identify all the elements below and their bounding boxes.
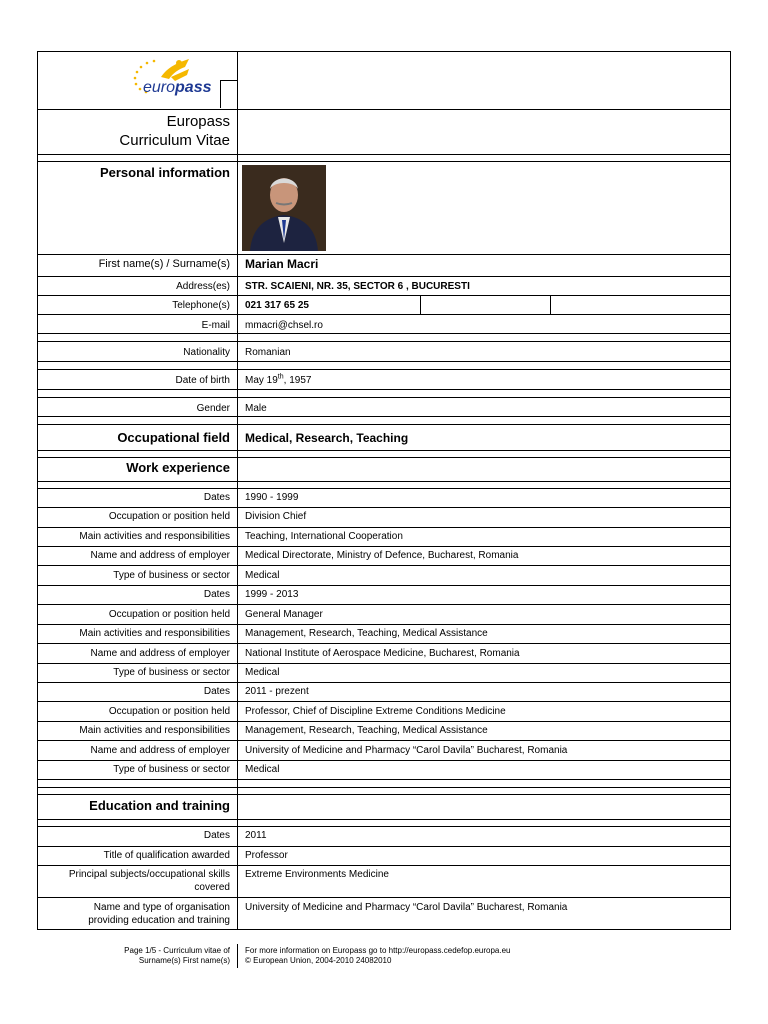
table-rule [550, 295, 551, 314]
table-rule [38, 295, 730, 296]
table-rule [38, 826, 730, 827]
table-rule [38, 154, 730, 155]
work-occupation-label: Occupation or position held [108, 706, 230, 717]
occupational-field-label: Occupational field [117, 430, 230, 445]
table-rule [38, 361, 730, 362]
work-business-label: Type of business or sector [113, 764, 230, 775]
footer-info-link[interactable]: For more information on Europass go to http://europass.cedefop.europa.eu [245, 946, 511, 955]
table-rule [38, 865, 730, 866]
work-business-label: Type of business or sector [113, 667, 230, 678]
name-label: First name(s) / Surname(s) [98, 258, 230, 270]
footer-divider [237, 944, 238, 968]
work-activities-value: Teaching, International Cooperation [245, 531, 403, 542]
telephone-label: Telephone(s) [172, 300, 230, 311]
dob-label: Date of birth [175, 375, 230, 386]
work-occupation-label: Occupation or position held [108, 511, 230, 522]
footer-right [245, 946, 511, 966]
address-label: Address(es) [176, 281, 230, 292]
work-employer-label: Name and address of employer [90, 648, 230, 659]
table-rule [38, 389, 730, 390]
table-rule [38, 897, 730, 898]
table-rule [38, 787, 730, 788]
table-rule [38, 585, 730, 586]
gender-value: Male [245, 403, 267, 414]
table-rule [38, 341, 730, 342]
work-dates-label: Dates [203, 589, 230, 600]
work-occupation-value: General Manager [245, 609, 323, 620]
table-rule [38, 507, 730, 508]
table-rule [38, 740, 730, 741]
profile-photo-image [242, 165, 326, 251]
footer-page-info: Page 1/5 - Curriculum vitae of [124, 946, 230, 955]
logo-text-euro: euro [143, 79, 176, 96]
work-business-value: Medical [245, 667, 280, 678]
cv-form [37, 51, 731, 930]
dob-sup: th [277, 373, 284, 381]
table-rule [38, 846, 730, 847]
edu-org-value: University of Medicine and Pharmacy “Carol Davila” Bucharest, Romania [245, 902, 568, 913]
telephone-value: 021 317 65 25 [245, 300, 309, 311]
table-rule [38, 254, 730, 255]
table-rule [38, 779, 730, 780]
email-label: E-mail [201, 320, 230, 331]
dob-day: May 19 [245, 375, 278, 386]
table-rule [38, 333, 730, 334]
footer-left [37, 946, 230, 966]
work-activities-value: Management, Research, Teaching, Medical Assistance [245, 628, 488, 639]
edu-dates-label: Dates [203, 830, 230, 841]
table-rule [220, 80, 238, 81]
title-line2: Curriculum Vitae [119, 132, 230, 149]
footer-name-placeholder: Surname(s) First name(s) [138, 956, 230, 965]
table-rule [38, 416, 730, 417]
edu-dates-value: 2011 [245, 830, 267, 841]
table-rule [38, 760, 730, 761]
work-employer-label: Name and address of employer [90, 550, 230, 561]
address-value: STR. SCAIENI, NR. 35, SECTOR 6 , BUCURESTI [245, 281, 470, 292]
work-dates-value: 2011 - prezent [245, 686, 309, 697]
table-rule [38, 701, 730, 702]
dob-value [245, 374, 311, 387]
work-dates-value: 1999 - 2013 [245, 589, 299, 600]
footer-copyright: © European Union, 2004-2010 24082010 [245, 956, 392, 965]
title-line1: Europass [166, 113, 230, 130]
section-education-training: Education and training [89, 798, 230, 813]
table-rule [38, 424, 730, 425]
table-rule [38, 721, 730, 722]
edu-title-label: Title of qualification awarded [103, 850, 230, 861]
edu-subjects-label [38, 868, 230, 894]
work-employer-label: Name and address of employer [90, 745, 230, 756]
table-rule [38, 314, 730, 315]
table-rule [38, 663, 730, 664]
table-rule [38, 397, 730, 398]
table-rule [38, 450, 730, 451]
work-employer-value: University of Medicine and Pharmacy “Carol Davila” Bucharest, Romania [245, 745, 568, 756]
work-employer-value: Medical Directorate, Ministry of Defence, Bucharest, Romania [245, 550, 519, 561]
edu-org-label [38, 901, 230, 927]
work-business-value: Medical [245, 764, 280, 775]
table-rule [38, 161, 730, 162]
work-activities-value: Management, Research, Teaching, Medical Assistance [245, 725, 488, 736]
table-rule [38, 481, 730, 482]
table-rule [38, 624, 730, 625]
column-divider [237, 52, 238, 929]
gender-label: Gender [196, 403, 230, 414]
edu-org-label-line2: providing education and training [88, 915, 230, 926]
work-employer-value: National Institute of Aerospace Medicine, Bucharest, Romania [245, 648, 520, 659]
work-dates-label: Dates [203, 492, 230, 503]
table-rule [38, 546, 730, 547]
table-rule [38, 794, 730, 795]
section-personal-information: Personal information [99, 165, 230, 180]
edu-subjects-label-line2: covered [194, 882, 230, 893]
europass-logo [131, 55, 221, 103]
table-rule [38, 488, 730, 489]
table-rule [38, 276, 730, 277]
work-business-value: Medical [245, 570, 280, 581]
name-value: Marian Macri [245, 257, 319, 271]
cv-title [38, 112, 230, 150]
logo-text-pass: pass [175, 79, 212, 96]
profile-photo [242, 165, 326, 251]
work-occupation-value: Professor, Chief of Discipline Extreme Conditions Medicine [245, 706, 506, 717]
nationality-label: Nationality [183, 347, 230, 358]
table-rule [38, 819, 730, 820]
edu-subjects-value: Extreme Environments Medicine [245, 869, 389, 880]
table-rule [38, 369, 730, 370]
edu-subjects-label-line1: Principal subjects/occupational skills [68, 869, 230, 880]
table-rule [38, 565, 730, 566]
table-rule [38, 643, 730, 644]
edu-org-label-line1: Name and type of organisation [93, 902, 230, 913]
table-rule [38, 109, 730, 110]
work-dates-label: Dates [203, 686, 230, 697]
work-activities-label: Main activities and responsibilities [79, 725, 230, 736]
table-rule [420, 295, 421, 314]
occupational-field-value: Medical, Research, Teaching [245, 431, 409, 445]
edu-title-value: Professor [245, 850, 288, 861]
work-dates-value: 1990 - 1999 [245, 492, 299, 503]
nationality-value: Romanian [245, 347, 291, 358]
work-occupation-label: Occupation or position held [108, 609, 230, 620]
table-rule [38, 527, 730, 528]
work-occupation-value: Division Chief [245, 511, 307, 522]
email-value[interactable]: mmacri@chsel.ro [245, 320, 323, 331]
work-activities-label: Main activities and responsibilities [79, 531, 230, 542]
work-activities-label: Main activities and responsibilities [79, 628, 230, 639]
table-rule [38, 682, 730, 683]
section-work-experience: Work experience [126, 460, 230, 475]
table-rule [38, 457, 730, 458]
dob-year: , 1957 [283, 375, 312, 386]
table-rule [38, 604, 730, 605]
work-business-label: Type of business or sector [113, 570, 230, 581]
